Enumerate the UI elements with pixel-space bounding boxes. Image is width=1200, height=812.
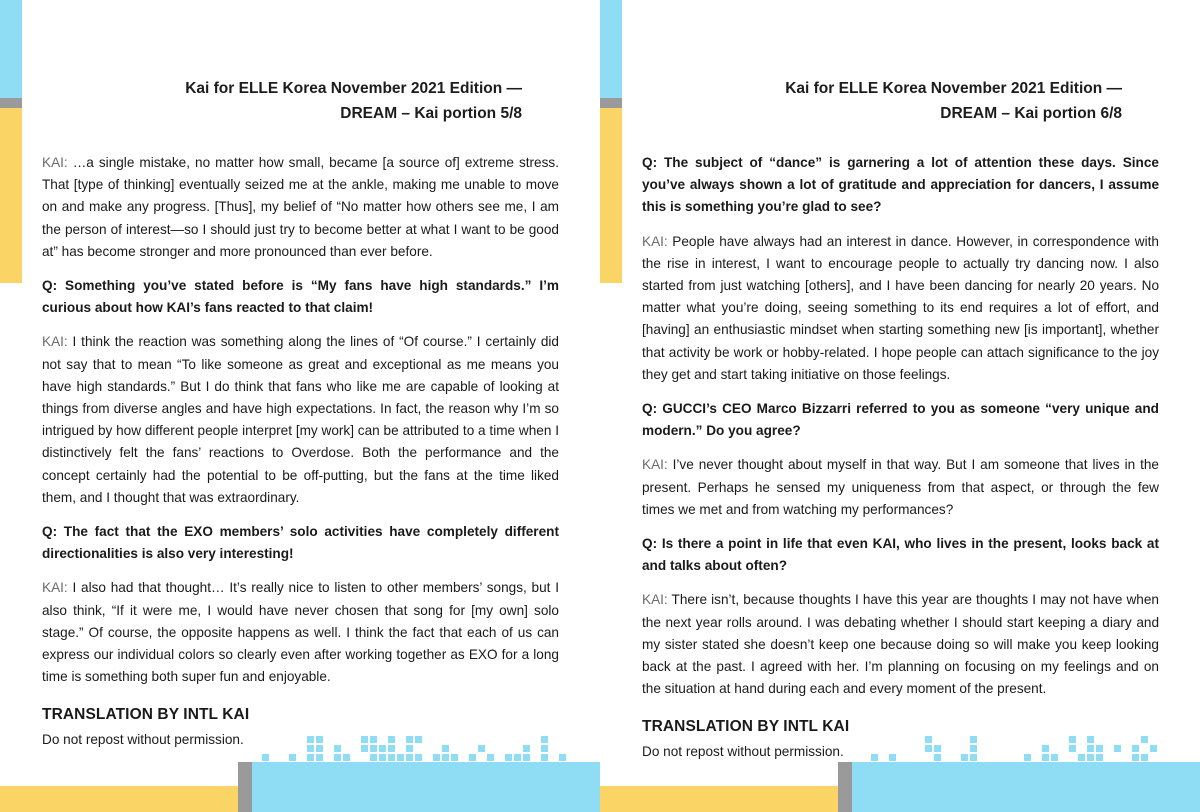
decor-pixel bbox=[523, 745, 530, 752]
answer-paragraph bbox=[642, 454, 1159, 521]
article-body bbox=[42, 152, 559, 763]
answer-paragraph bbox=[642, 589, 1159, 700]
question-paragraph bbox=[642, 398, 1159, 442]
decor-pixel bbox=[289, 754, 296, 761]
speaker-label: KAI: bbox=[642, 592, 672, 608]
decor-pixel bbox=[262, 754, 269, 761]
decor-pixel bbox=[1042, 754, 1049, 761]
decor-pixel bbox=[871, 754, 878, 761]
decor-pixel bbox=[505, 754, 512, 761]
decor-stripe-blue bbox=[0, 0, 22, 98]
footer-blue-bar bbox=[252, 762, 600, 812]
decor-pixel bbox=[370, 754, 377, 761]
decor-stripe-gray bbox=[0, 98, 22, 108]
decor-stripe-yellow bbox=[0, 108, 22, 283]
page-title bbox=[785, 76, 1122, 126]
speaker-label: Q: bbox=[642, 536, 662, 552]
paragraph-text: Something you’ve stated before is “My fans have high standards.” I’m curious about how KAI’s fans reacted to that claim! bbox=[42, 278, 559, 316]
decor-pixel bbox=[487, 754, 494, 761]
speaker-label: KAI: bbox=[42, 580, 73, 596]
decor-pixel bbox=[541, 745, 548, 752]
decor-pixel bbox=[478, 745, 485, 752]
decor-pixel bbox=[1087, 736, 1094, 743]
decor-pixel bbox=[514, 754, 521, 761]
repost-note: Do not repost without permission. bbox=[42, 731, 244, 747]
decor-pixel bbox=[889, 754, 896, 761]
decor-pixel bbox=[523, 754, 530, 761]
decor-pixel bbox=[1042, 745, 1049, 752]
decor-pixel bbox=[406, 745, 413, 752]
speaker-label: Q: bbox=[642, 155, 664, 170]
decor-stripe-yellow bbox=[600, 108, 622, 283]
paragraph-text: I think the reaction was something along the lines of “Of course.” I certainly did not say that to mean “To like someone as great and exceptional as me means you have high standards.” But I do think that fans who like me are capable of looking at things from diverse angles and have high expectations. In fact, the reason why I’m so intrigued by how different people interpret [my work] can be attributed to a time when I distinctively felt the fans’ reactions to Overdose. Both the performance and the concept certainly had the potential to be off-putting, but the fans at the time liked them, and I thought that was extraordinary. bbox=[42, 334, 559, 505]
decor-pixel bbox=[961, 754, 968, 761]
decor-pixel bbox=[316, 736, 323, 743]
decor-pixel bbox=[388, 754, 395, 761]
question-paragraph bbox=[42, 275, 559, 319]
paragraph-text: I’ve never thought about myself in that way. But I am someone that lives in the present. Perhaps he sensed my uniqueness from that aspect, or through the few times we met and from watching my performances? bbox=[642, 457, 1159, 517]
decor-pixel bbox=[442, 754, 449, 761]
title-line-1: Kai for ELLE Korea November 2021 Edition — bbox=[185, 80, 522, 97]
decor-pixel bbox=[388, 736, 395, 743]
decor-pixel bbox=[334, 754, 341, 761]
decor-pixel bbox=[1096, 754, 1103, 761]
decor-pixel bbox=[541, 754, 548, 761]
decor-footer bbox=[0, 728, 600, 812]
decor-pixel bbox=[1087, 754, 1094, 761]
answer-paragraph bbox=[42, 152, 559, 263]
decor-pixel bbox=[1141, 736, 1148, 743]
decor-pixel bbox=[559, 754, 566, 761]
decor-pixel bbox=[1069, 736, 1076, 743]
decor-pixel bbox=[379, 754, 386, 761]
footer-blue-bar bbox=[852, 762, 1200, 812]
title-line-2: DREAM – Kai portion 6/8 bbox=[940, 105, 1122, 122]
footer-yellow-bar bbox=[0, 786, 238, 812]
decor-pixel bbox=[361, 745, 368, 752]
decor-pixel bbox=[1078, 754, 1085, 761]
decor-pixel bbox=[379, 745, 386, 752]
article-body bbox=[642, 152, 1159, 775]
decor-pixel bbox=[970, 754, 977, 761]
decor-pixel bbox=[970, 745, 977, 752]
decor-pixel bbox=[1051, 754, 1058, 761]
decor-pixel bbox=[343, 754, 350, 761]
page-right bbox=[600, 0, 1200, 812]
question-paragraph bbox=[42, 521, 559, 565]
translation-credit: TRANSLATION BY INTL KAI bbox=[642, 718, 850, 736]
paragraph-text: The subject of “dance” is garnering a lot of attention these days. Since you’ve always shown a lot of gratitude and appreciation for dancers, I assume this is something you’re glad to see? bbox=[642, 155, 1159, 215]
decor-pixel bbox=[1114, 745, 1121, 752]
paragraph-text: GUCCI’s CEO Marco Bizzarri referred to you as someone “very unique and modern.” Do you agree? bbox=[642, 401, 1159, 439]
question-paragraph bbox=[642, 152, 1159, 219]
answer-paragraph bbox=[642, 231, 1159, 386]
footer-gray-bar bbox=[238, 762, 252, 812]
decor-pixel bbox=[307, 736, 314, 743]
decor-pixel bbox=[316, 754, 323, 761]
decor-pixel bbox=[1069, 745, 1076, 752]
translation-credit: TRANSLATION BY INTL KAI bbox=[42, 706, 250, 724]
decor-pixel bbox=[433, 754, 440, 761]
decor-pixel bbox=[1087, 745, 1094, 752]
title-line-2: DREAM – Kai portion 5/8 bbox=[340, 105, 522, 122]
title-line-1: Kai for ELLE Korea November 2021 Edition — bbox=[785, 80, 1122, 97]
speaker-label: KAI: bbox=[42, 155, 73, 170]
decor-pixel bbox=[415, 754, 422, 761]
decor-pixel bbox=[469, 754, 476, 761]
decor-pixel bbox=[370, 745, 377, 752]
decor-pixel bbox=[1096, 745, 1103, 752]
decor-footer bbox=[600, 728, 1200, 812]
decor-pixel bbox=[334, 745, 341, 752]
decor-pixel bbox=[307, 754, 314, 761]
question-paragraph bbox=[642, 533, 1159, 577]
decor-pixel bbox=[316, 745, 323, 752]
speaker-label: Q: bbox=[42, 524, 64, 540]
decor-pixel bbox=[1141, 754, 1148, 761]
decor-pixel bbox=[1024, 754, 1031, 761]
speaker-label: KAI: bbox=[642, 457, 673, 473]
decor-pixel bbox=[307, 745, 314, 752]
speaker-label: Q: bbox=[642, 401, 663, 417]
decor-pixel bbox=[406, 736, 413, 743]
decor-pixel bbox=[415, 736, 422, 743]
page-title bbox=[185, 76, 522, 126]
paragraph-text: I also had that thought… It’s really nice to listen to other members’ songs, but I also think, “If it were me, I would have never chosen that song for [my own] solo stage.” Of course, the opposite happens as well. I think the fact that each of us can express our individual colors so clearly even after working together as EXO for a long time is something both super fun and enjoyable. bbox=[42, 580, 559, 685]
decor-pixel bbox=[1150, 745, 1157, 752]
speaker-label: Q: bbox=[42, 278, 66, 294]
decor-pixel bbox=[925, 736, 932, 743]
decor-pixel bbox=[541, 736, 548, 743]
answer-paragraph bbox=[42, 577, 559, 688]
decor-pixel bbox=[442, 745, 449, 752]
decor-pixel bbox=[451, 754, 458, 761]
paragraph-text: People have always had an interest in dance. However, in correspondence with the rise in interest, I want to encourage people to actually try dancing now. I also started from just watching [others], and I have been dancing for nearly 20 years. No matter what you’re doing, seeing something to its end requires a lot of effort, and [having] an enthusiastic mindset when starting something new [is important], whether that activity be work or hobby-related. I hope people can attach significance to the joy they get and start taking initiative on those feelings. bbox=[642, 233, 1159, 382]
paragraph-text: There isn’t, because thoughts I have this year are thoughts I may not have when the next year rolls around. I was debating whether I should start keeping a diary and my sister stated she doesn’t keep one because doing so will make you keep looking back at the past. I agreed with her. I’m planning on focusing on my feelings and on the situation at hand during each and every moment of the present. bbox=[642, 592, 1159, 697]
speaker-label: KAI: bbox=[42, 334, 73, 350]
decor-pixel bbox=[397, 754, 404, 761]
decor-pixel bbox=[934, 754, 941, 761]
decor-pixel bbox=[406, 754, 413, 761]
speaker-label: KAI: bbox=[642, 233, 673, 249]
footer-gray-bar bbox=[838, 762, 852, 812]
paragraph-text: The fact that the EXO members’ solo activities have completely different directionalities is also very interesting! bbox=[42, 524, 559, 562]
decor-pixel bbox=[934, 745, 941, 752]
paragraph-text: Is there a point in life that even KAI, who lives in the present, looks back at and talks about often? bbox=[642, 536, 1159, 574]
answer-paragraph bbox=[42, 331, 559, 509]
decor-pixel bbox=[1132, 745, 1139, 752]
decor-stripe-blue bbox=[600, 0, 622, 98]
decor-pixel bbox=[970, 736, 977, 743]
decor-pixel bbox=[388, 745, 395, 752]
paragraph-text: …a single mistake, no matter how small, became [a source of] extreme stress. That [type of thinking] eventually seized me at the ankle, making me unable to move on and make any progress. [Thus], my belief of “No matter how others see me, I am the person of interest—so I should just try to become better at what I want to be good at” has become stronger and more pronounced than ever before. bbox=[42, 155, 559, 259]
decor-pixel bbox=[361, 736, 368, 743]
repost-note: Do not repost without permission. bbox=[642, 743, 844, 759]
decor-stripe-gray bbox=[600, 98, 622, 108]
decor-pixel bbox=[370, 736, 377, 743]
decor-pixel bbox=[925, 745, 932, 752]
footer-yellow-bar bbox=[600, 786, 838, 812]
decor-pixel bbox=[1132, 754, 1139, 761]
